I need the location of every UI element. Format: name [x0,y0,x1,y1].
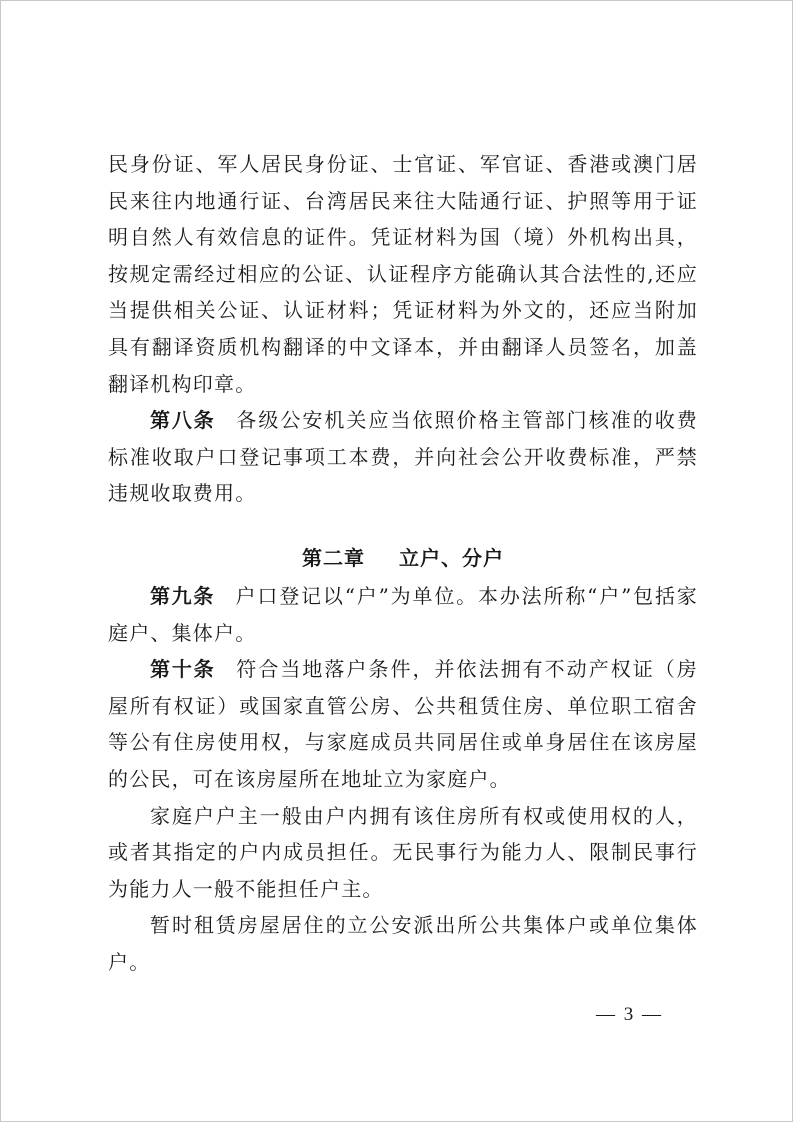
chapter-number: 第二章 [302,545,365,570]
paragraph-householder: 家庭户户主一般由户内拥有该住房所有权或使用权的人，或者其指定的户内成员担任。无民事行为能力人、限制民事行为能力人一般不能担任户主。 [108,803,698,901]
article-9 [108,578,698,651]
article-8-label: 第八条 [150,408,216,433]
article-8-text: 各级公安机关应当依照价格主管部门核准的收费标准收取户口登记事项工本费，并向社会公开收费标准，严禁违规收取费用。 [108,408,699,506]
article-10-text: 符合当地落户条件，并依法拥有不动产权证（房屋所有权证）或国家直管公房、公共租赁住房、单位职工宿舍等公有住房使用权，与家庭成员共同居住或单身居住在该房屋的公民，可在该房屋所在地址立为家庭户。 [108,657,699,791]
article-9-text: 户口登记以“户”为单位。本办法所称“户”包括家庭户、集体户。 [108,583,699,645]
article-10 [108,651,698,797]
chapter-title: 立户、分户 [399,545,504,570]
page-number: — 3 — [596,1004,663,1025]
article-8 [108,402,698,512]
document-body [108,146,698,980]
article-10-label: 第十条 [150,657,216,682]
chapter-heading [108,540,698,576]
article-9-label: 第九条 [150,583,215,608]
paragraph-continuation: 民身份证、军人居民身份证、士官证、军官证、香港或澳门居民来往内地通行证、台湾居民来往大陆通行证、护照等用于证明自然人有效信息的证件。凭证材料为国（境）外机构出具，按规定需经过相应的公证、认证程序方能确认其合法性的,还应当提供相关公证、认证材料；凭证材料为外文的，还应当附加具有翻译资质机构翻译的中文译本，并由翻译人员签名，加盖翻译机构印章。 [108,152,698,396]
paragraph-rental: 暂时租赁房屋居住的立公安派出所公共集体户或单位集体户。 [108,913,698,974]
